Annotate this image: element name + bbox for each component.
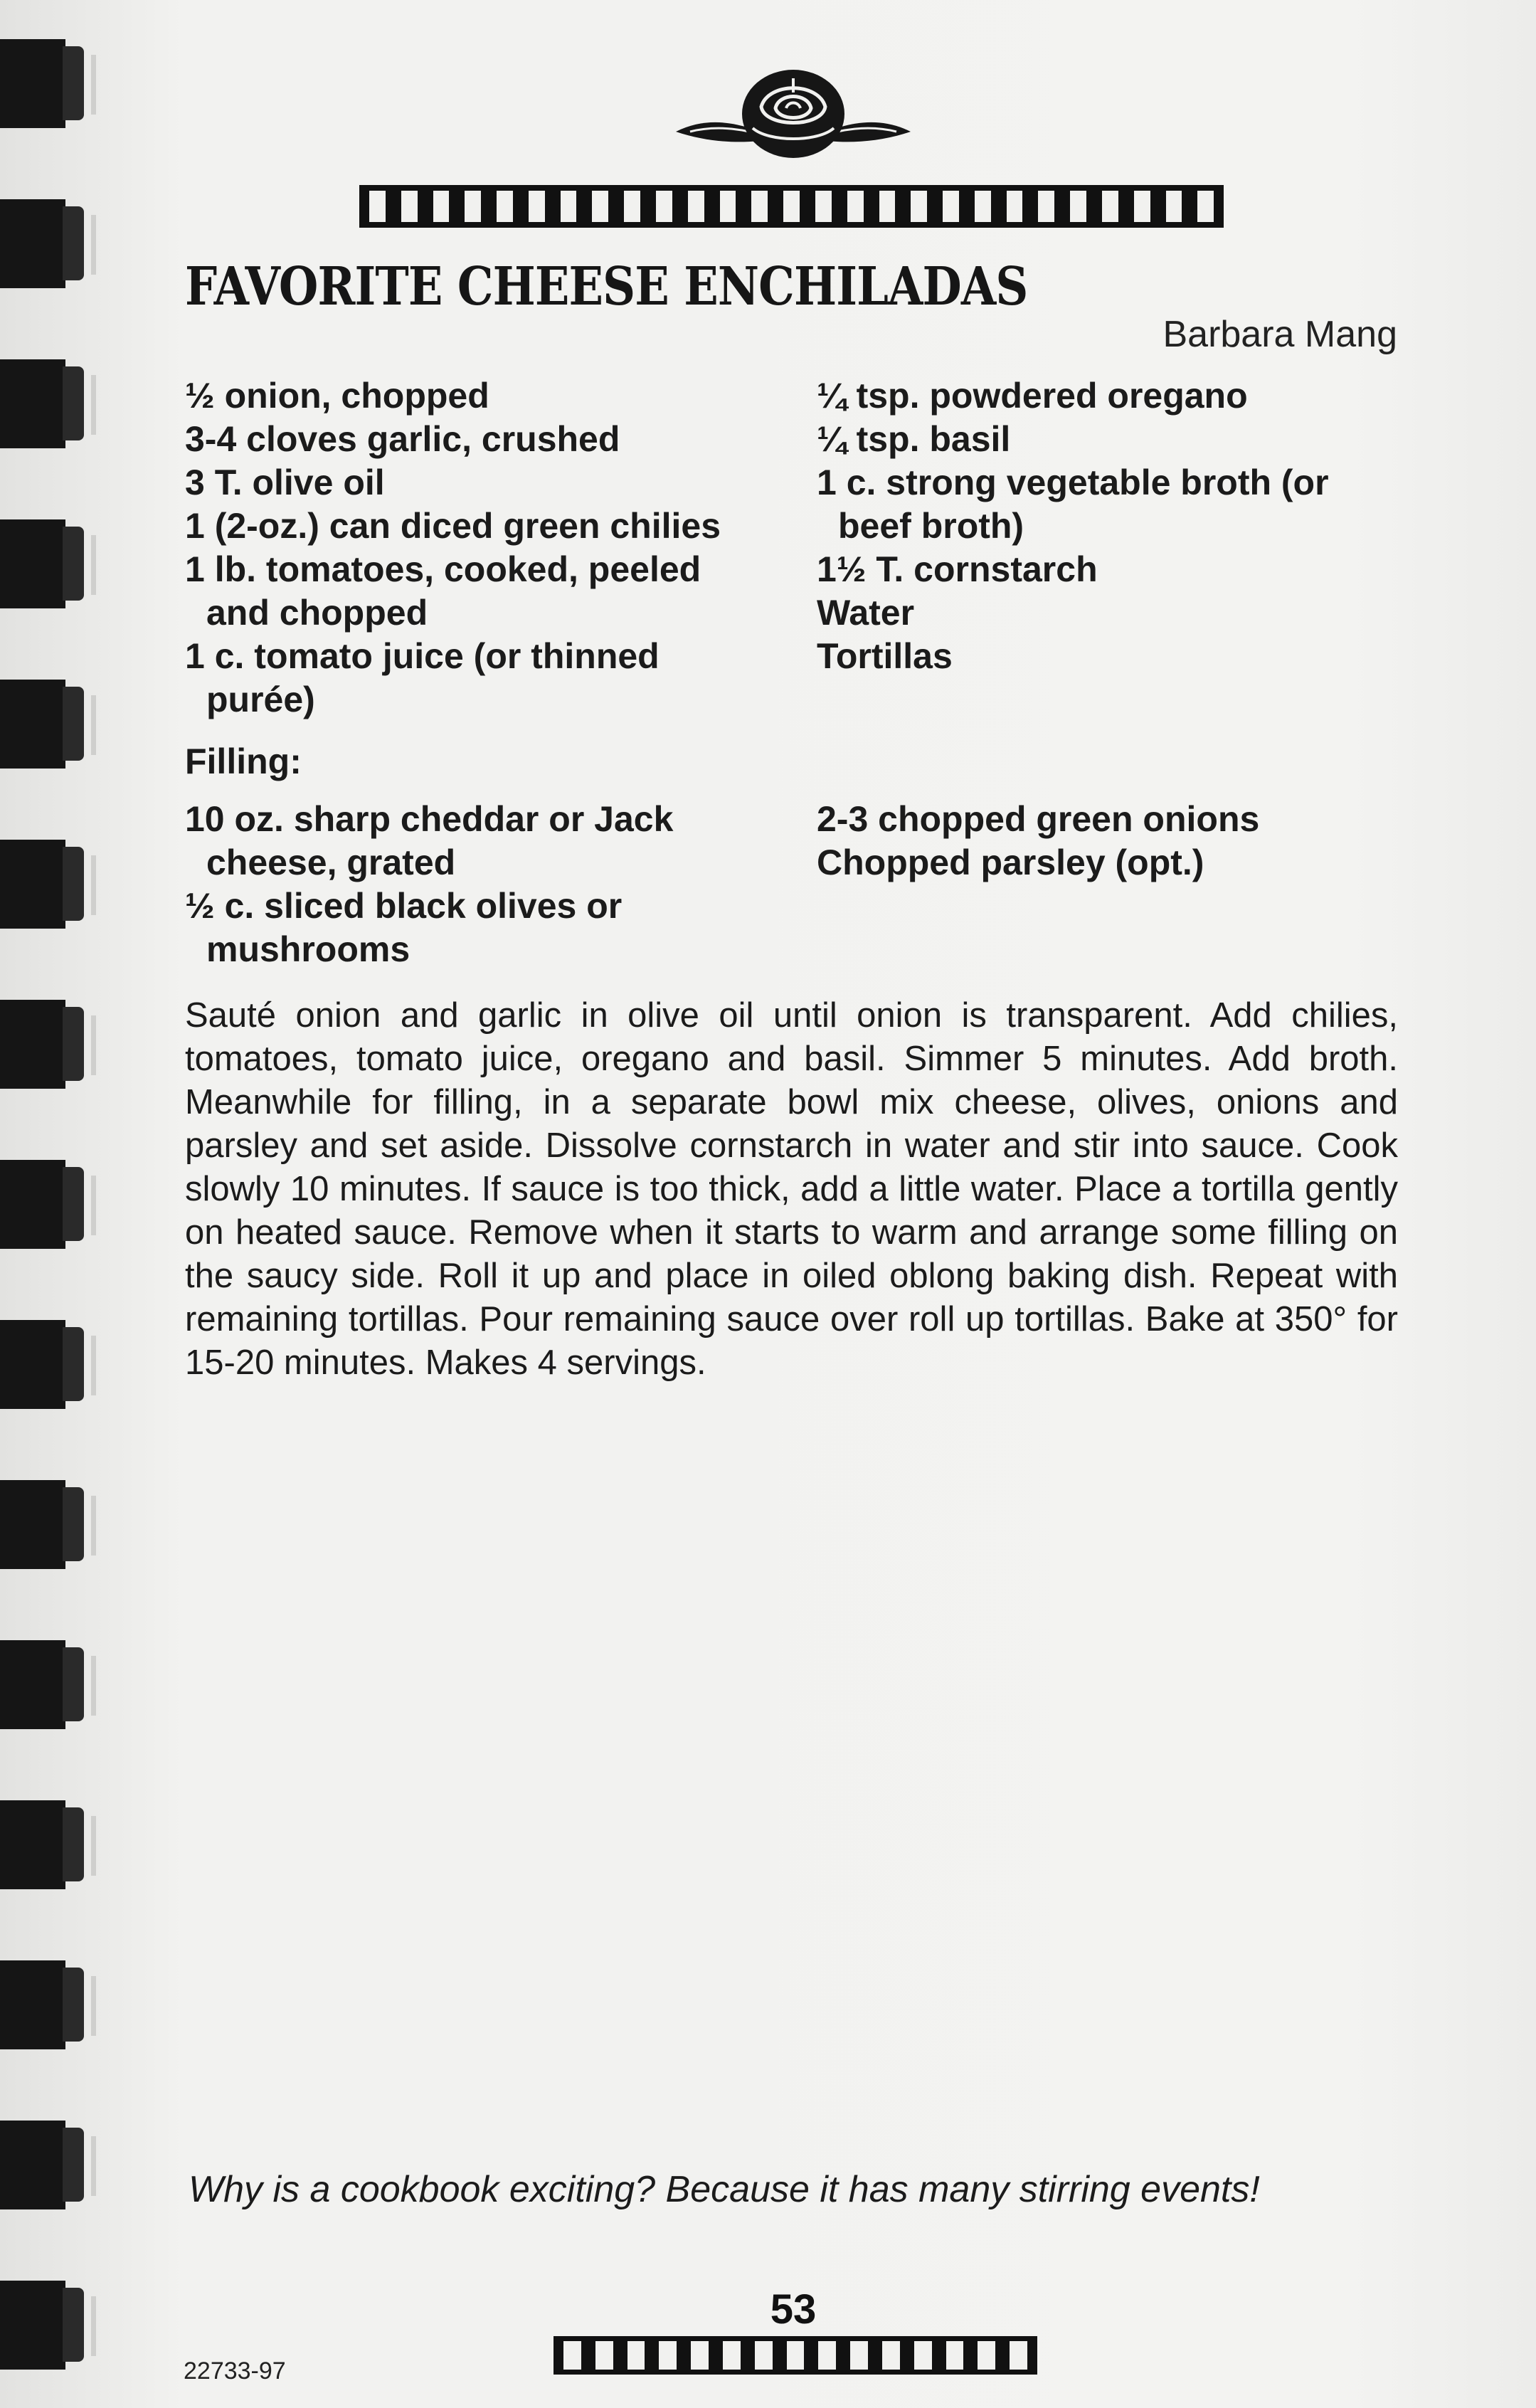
ingredient-line: ¼ tsp. powdered oregano bbox=[817, 376, 1248, 416]
footer-joke: Why is a cookbook exciting? Because it has many stirring events! bbox=[189, 2169, 1260, 2210]
checker-square bbox=[433, 191, 450, 222]
binding-ring bbox=[0, 1800, 89, 1889]
checker-square bbox=[595, 2341, 613, 2370]
checker-square bbox=[847, 191, 864, 222]
checker-square bbox=[465, 191, 481, 222]
filling-right bbox=[817, 798, 1259, 884]
ingredient-line: 1 c. strong vegetable broth (or bbox=[817, 463, 1329, 502]
binding-ring bbox=[0, 39, 89, 128]
checker-square bbox=[911, 191, 927, 222]
binding-ring bbox=[0, 359, 89, 448]
binding-ring bbox=[0, 2281, 89, 2370]
checker-square bbox=[1038, 191, 1054, 222]
checker-square bbox=[497, 191, 513, 222]
binding-ring bbox=[0, 1000, 89, 1089]
filling-line: mushrooms bbox=[206, 929, 411, 969]
ingredients-left bbox=[185, 374, 721, 722]
ingredient-line: purée) bbox=[206, 680, 315, 719]
checker-square bbox=[401, 191, 418, 222]
top-checker-border bbox=[359, 185, 1224, 228]
checker-square bbox=[914, 2341, 932, 2370]
ingredient-line: ¼ tsp. basil bbox=[817, 419, 1011, 459]
checker-square bbox=[563, 2341, 581, 2370]
binding-ring bbox=[0, 199, 89, 288]
checker-square bbox=[691, 2341, 709, 2370]
page-number: 53 bbox=[770, 2286, 817, 2333]
ingredient-line: 1½ T. cornstarch bbox=[817, 549, 1098, 589]
recipe-author: Barbara Mang bbox=[1162, 314, 1397, 355]
ingredient-line: Tortillas bbox=[817, 636, 953, 676]
checker-square bbox=[1166, 191, 1182, 222]
checker-square bbox=[1007, 191, 1023, 222]
checker-square bbox=[720, 191, 736, 222]
checker-square bbox=[751, 191, 768, 222]
checker-square bbox=[624, 191, 640, 222]
checker-square bbox=[656, 191, 672, 222]
checker-square bbox=[659, 2341, 677, 2370]
filling-line: ½ c. sliced black olives or bbox=[185, 886, 623, 926]
ingredient-line: and chopped bbox=[206, 593, 428, 633]
binding-ring bbox=[0, 1640, 89, 1729]
ingredient-line: ½ onion, chopped bbox=[185, 376, 489, 416]
checker-square bbox=[755, 2341, 773, 2370]
filling-line: 2-3 chopped green onions bbox=[817, 799, 1260, 839]
recipe-instructions: Sauté onion and garlic in olive oil until onion is transparent. Add chilies, tomatoes, tomato juice, oregano and basil. Simmer 5 minutes. Add broth. Meanwhile for filling, in a separate bowl mix cheese, olives, onions and parsley and set aside. Dissolve cornstarch in water and stir into sauce. Cook slowly 10 minutes. If sauce is too thick, add a little water. Place a tortilla gently on heated sauce. Remove when it starts to warm and arrange some filling on the saucy side. Roll it up and place in oiled oblong baking dish. Repeat with remaining tortillas. Pour remaining sauce over roll up tortillas. Bake at 350° for 15-20 minutes. Makes 4 servings. bbox=[185, 996, 1398, 1382]
ingredient-line: beef broth) bbox=[838, 506, 1024, 546]
checker-square bbox=[850, 2341, 868, 2370]
filling-left bbox=[185, 798, 673, 971]
filling-line: 10 oz. sharp cheddar or Jack bbox=[185, 799, 674, 839]
checker-square bbox=[1102, 191, 1118, 222]
ingredient-line: 1 c. tomato juice (or thinned bbox=[185, 636, 660, 676]
filling-line: cheese, grated bbox=[206, 843, 456, 882]
checker-square bbox=[688, 191, 704, 222]
ingredients-right bbox=[817, 374, 1329, 678]
checker-square bbox=[1070, 191, 1086, 222]
checker-square bbox=[1197, 191, 1214, 222]
binding-ring bbox=[0, 2121, 89, 2209]
binding-ring bbox=[0, 1480, 89, 1569]
checker-square bbox=[369, 191, 386, 222]
recipe-title: FAVORITE CHEESE ENCHILADAS bbox=[185, 256, 1028, 317]
ingredient-line: 1 (2-oz.) can diced green chilies bbox=[185, 506, 721, 546]
book-code: 22733-97 bbox=[184, 2357, 286, 2385]
checker-square bbox=[943, 191, 959, 222]
ingredient-line: Water bbox=[817, 593, 915, 633]
checker-square bbox=[815, 191, 832, 222]
binding-ring bbox=[0, 1160, 89, 1249]
checker-square bbox=[1134, 191, 1150, 222]
checker-square bbox=[561, 191, 577, 222]
checker-square bbox=[879, 191, 896, 222]
binding-ring bbox=[0, 680, 89, 769]
filling-line: Chopped parsley (opt.) bbox=[817, 843, 1204, 882]
binding-ring bbox=[0, 840, 89, 929]
binding-ring bbox=[0, 1320, 89, 1409]
checker-square bbox=[787, 2341, 805, 2370]
ingredient-line: 3 T. olive oil bbox=[185, 463, 385, 502]
bottom-checker-border bbox=[554, 2336, 1037, 2375]
checker-square bbox=[882, 2341, 900, 2370]
checker-square bbox=[1010, 2341, 1027, 2370]
checker-square bbox=[627, 2341, 645, 2370]
checker-square bbox=[723, 2341, 741, 2370]
ingredient-line: 1 lb. tomatoes, cooked, peeled bbox=[185, 549, 701, 589]
ingredient-line: 3-4 cloves garlic, crushed bbox=[185, 419, 620, 459]
checker-square bbox=[975, 191, 991, 222]
binding-ring bbox=[0, 519, 89, 608]
binding-ring bbox=[0, 1960, 89, 2049]
rose-ornament-icon bbox=[669, 64, 918, 164]
checker-square bbox=[529, 191, 545, 222]
checker-square bbox=[818, 2341, 836, 2370]
filling-heading: Filling: bbox=[185, 741, 302, 781]
checker-square bbox=[783, 191, 800, 222]
checker-square bbox=[946, 2341, 964, 2370]
checker-square bbox=[978, 2341, 995, 2370]
spiral-binding bbox=[0, 0, 107, 2408]
checker-square bbox=[592, 191, 608, 222]
